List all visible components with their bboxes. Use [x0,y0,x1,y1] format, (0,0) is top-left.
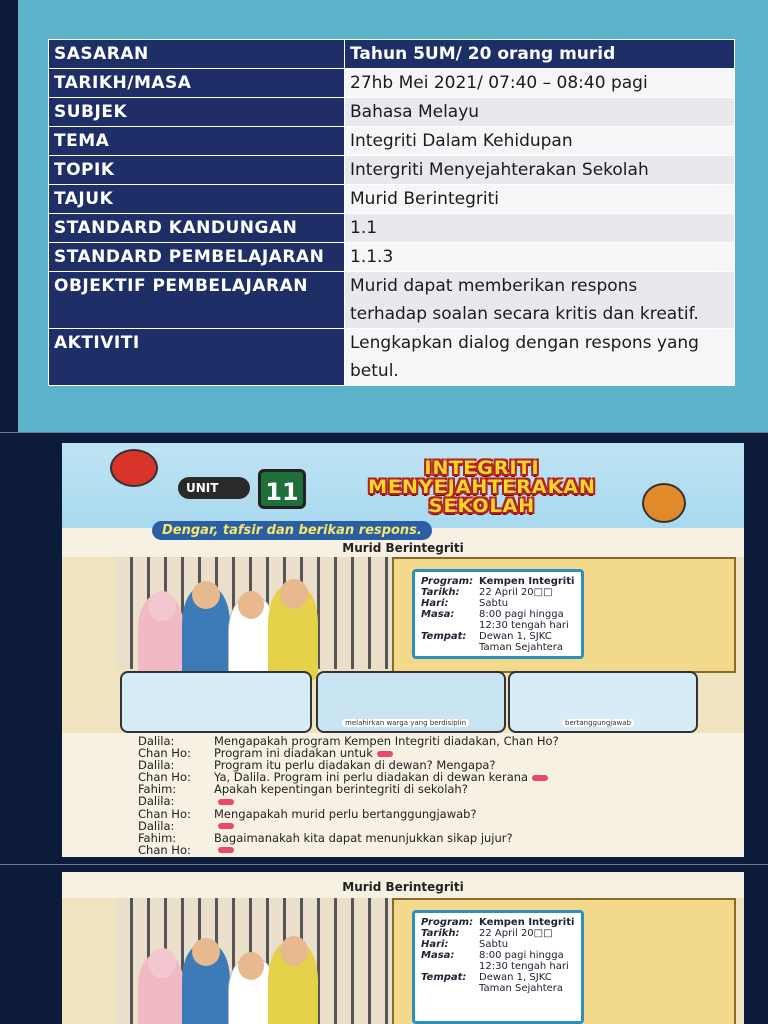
dialog-speaker: Chan Ho: [138,806,191,821]
answer-blank-icon [218,799,234,805]
slide-divider [0,432,768,433]
student-head [238,952,264,980]
lesson-row [49,156,735,185]
slide-divider [0,864,768,865]
dialog-line [138,832,738,844]
page-title: Murid Berintegriti [342,880,464,894]
lesson-row [49,272,735,329]
answer-blank-icon [218,823,234,829]
lesson-field-value: Murid Berintegriti [345,185,735,214]
lesson-field-label: SASARAN [49,40,345,69]
lesson-field-label: STANDARD PEMBELAJARAN [49,243,345,272]
illustration-scene [62,557,744,733]
lesson-row [49,69,735,98]
student-head [238,591,264,619]
dialog-speaker: Fahim: [138,830,177,845]
student-head [148,948,176,978]
dialog-text: Ya, Dalila. Program ini perlu diadakan di dewan kerana [214,771,738,783]
dialog-text: Mengapakah murid perlu bertanggungjawab? [214,806,477,821]
lesson-row [49,329,735,386]
dialog-speaker: Dalila: [138,758,175,773]
lesson-plan-table [48,39,735,386]
lesson-field-value: 27hb Mei 2021/ 07:40 – 08:40 pagi [345,69,735,98]
lesson-field-label: TEMA [49,127,345,156]
lesson-field-value: Murid dapat memberikan respons terhadap soalan secara kritis dan kreatif. [345,272,735,329]
lesson-row [49,185,735,214]
picture-caption: melahirkan warga yang berdisiplin [342,719,469,727]
unit-number: 11 [258,469,306,509]
dialog-text: Bagaimanakah kita dapat menunjukkan sikap jujur? [214,830,513,845]
picture-caption: bertanggungjawab [562,719,634,727]
dialog-speaker: Fahim: [138,782,177,797]
lesson-row [49,98,735,127]
dialog-text: Program itu perlu diadakan di dewan? Mengapa? [214,758,496,773]
lesson-field-label: AKTIVITI [49,329,345,386]
picture-panel [316,671,506,733]
dialog-line [138,844,738,856]
lesson-field-value: 1.1 [345,214,735,243]
notice-board: Program: Kempen Integriti Tarikh: 22 April 20□□ Hari: Sabtu Masa: 8:00 pagi hingga 12:30 tengah hari Tempat: Dewan 1, SJKC Taman Sejahtera [412,569,584,659]
lesson-field-value: Integriti Dalam Kehidupan [345,127,735,156]
dialog-text: Mengapakah program Kempen Integriti diadakan, Chan Ho? [214,734,559,748]
unit-label: UNIT [178,477,250,499]
page-title: Murid Berintegriti [342,541,464,555]
dialog-speaker: Dalila: [138,794,175,809]
picture-panel [120,671,312,733]
dialog-speaker: Chan Ho: [138,842,191,857]
lesson-field-label: TAJUK [49,185,345,214]
lesson-field-label: SUBJEK [49,98,345,127]
robot-icon [110,449,158,487]
lesson-row [49,214,735,243]
lesson-field-value: 1.1.3 [345,243,735,272]
answer-blank-icon [218,847,234,853]
unit-title: INTEGRITI MENYEJAHTERAKAN SEKOLAH [368,457,596,517]
answer-blank-icon [377,751,393,757]
illustration-scene [62,898,744,1024]
dialog-speaker: Dalila: [138,734,175,748]
student-head [148,591,176,621]
student-head [280,579,308,609]
dialog-text [214,844,738,856]
lesson-field-value: Tahun 5UM/ 20 orang murid [345,40,735,69]
dialog-speaker: Chan Ho: [138,770,191,785]
lesson-field-value: Bahasa Melayu [345,98,735,127]
instruction-banner: Dengar, tafsir dan berikan respons. [152,521,432,540]
lesson-row [49,243,735,272]
dialog-text: Apakah kepentingan berintegriti di sekolah? [214,782,468,797]
lesson-field-label: OBJEKTIF PEMBELAJARAN [49,272,345,329]
student-head [192,581,220,609]
notice-board: Program: Kempen Integriti Tarikh: 22 April 20□□ Hari: Sabtu Masa: 8:00 pagi hingga 12:30 tengah hari Tempat: Dewan 1, SJKC Taman Sejahtera [412,910,584,1024]
robot-icon [642,483,686,523]
textbook-page [62,443,744,857]
dialog-line [138,808,738,820]
dialog-list [138,735,738,856]
picture-panel [508,671,698,733]
slide-lesson-plan [0,0,768,432]
lesson-field-label: TARIKH/MASA [49,69,345,98]
lesson-field-value: Lengkapkan dialog dengan respons yang betul. [345,329,735,386]
dialog-line [138,783,738,795]
dialog-text: Program ini diadakan untuk [214,747,738,759]
student-head [280,936,308,966]
lesson-field-value: Intergriti Menyejahterakan Sekolah [345,156,735,185]
student-head [192,938,220,966]
textbook-page [62,872,744,1024]
dialog-speaker: Dalila: [138,818,175,833]
lesson-row [49,40,735,69]
answer-blank-icon [532,775,548,781]
lesson-row [49,127,735,156]
dialog-speaker: Chan Ho: [138,746,191,761]
lesson-field-label: TOPIK [49,156,345,185]
lesson-field-label: STANDARD KANDUNGAN [49,214,345,243]
unit-header [62,443,744,528]
